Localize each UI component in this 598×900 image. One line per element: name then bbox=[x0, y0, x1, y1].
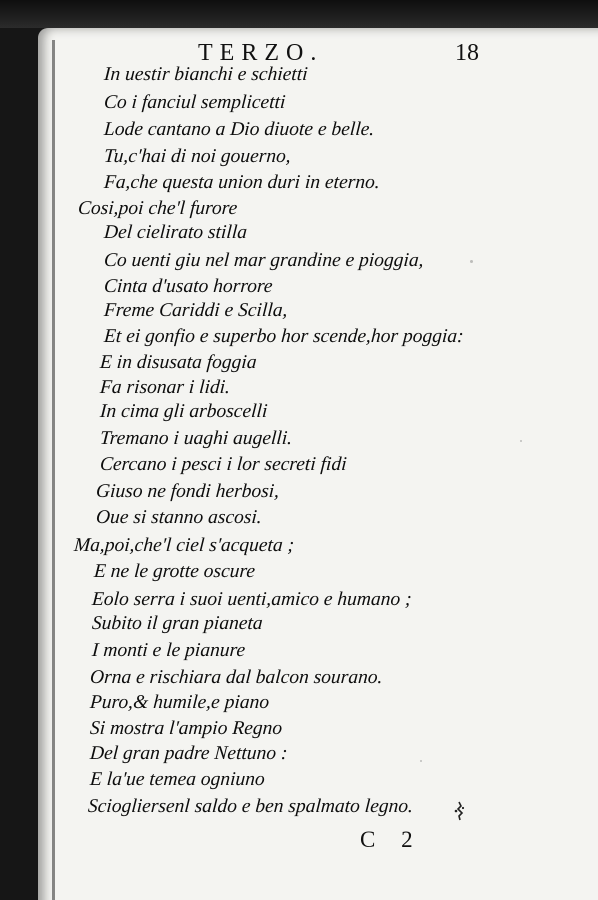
verse-line: E in disusata foggia bbox=[99, 352, 258, 373]
verse-line: Tremano i uaghi augelli. bbox=[99, 428, 293, 449]
verse-line: Et ei gonfio e superbo hor scende,hor poggia: bbox=[103, 326, 465, 347]
verse-line: Ma,poi,che'l ciel s'acqueta ; bbox=[73, 535, 295, 556]
verse-line: E la'ue temea ogniuno bbox=[89, 769, 266, 790]
verse-line: In uestir bianchi e schietti bbox=[103, 64, 309, 85]
binding-gutter bbox=[52, 40, 55, 900]
verse-line: Co i fanciul semplicetti bbox=[103, 92, 287, 113]
paper-speck bbox=[520, 440, 522, 442]
verse-line: Oue si stanno ascosi. bbox=[95, 507, 263, 528]
verse-line: Fa,che questa union duri in eterno. bbox=[103, 172, 381, 193]
verse-line: Cercano i pesci i lor secreti fidi bbox=[99, 454, 348, 475]
verse-line: Sciogliersenl saldo e ben spalmato legno. bbox=[87, 796, 414, 817]
verse-line: Freme Cariddi e Scilla, bbox=[103, 300, 289, 321]
verse-line: Del cielirato stilla bbox=[103, 222, 248, 243]
verse-line: Giuso ne fondi herbosi, bbox=[95, 481, 280, 502]
verse-line: Lode cantano a Dio diuote e belle. bbox=[103, 119, 376, 140]
verse-line: Co uenti giu nel mar grandine e pioggia, bbox=[103, 250, 425, 271]
verse-line: Si mostra l'ampio Regno bbox=[89, 718, 283, 739]
verse-line: Cinta d'usato horrore bbox=[103, 276, 274, 297]
verse-line: In cima gli arboscelli bbox=[99, 401, 269, 422]
verse-line: Del gran padre Nettuno : bbox=[89, 743, 289, 764]
paper-speck bbox=[420, 760, 422, 762]
verse-line: Puro,& humile,e piano bbox=[89, 692, 270, 713]
verse-line: I monti e le pianure bbox=[91, 640, 246, 661]
running-title: TERZO. bbox=[198, 40, 324, 66]
verse-line: Cosi,poi che'l furore bbox=[77, 198, 239, 219]
verse-line: Eolo serra i suoi uenti,amico e humano ; bbox=[91, 589, 413, 610]
verse-line: Subito il gran pianeta bbox=[91, 613, 264, 634]
verse-line: Tu,c'hai di noi gouerno, bbox=[103, 146, 292, 167]
verse-line: Orna e rischiara dal balcon sourano. bbox=[89, 667, 384, 688]
verse-line: E ne le grotte oscure bbox=[93, 561, 256, 582]
page-number: 18 bbox=[455, 40, 479, 66]
printers-ornament-icon bbox=[452, 800, 466, 822]
verse-line: Fa risonar i lidi. bbox=[99, 377, 231, 398]
facing-page-edge bbox=[0, 0, 598, 28]
paper-speck bbox=[470, 260, 473, 263]
signature-mark: C 2 bbox=[360, 827, 423, 852]
